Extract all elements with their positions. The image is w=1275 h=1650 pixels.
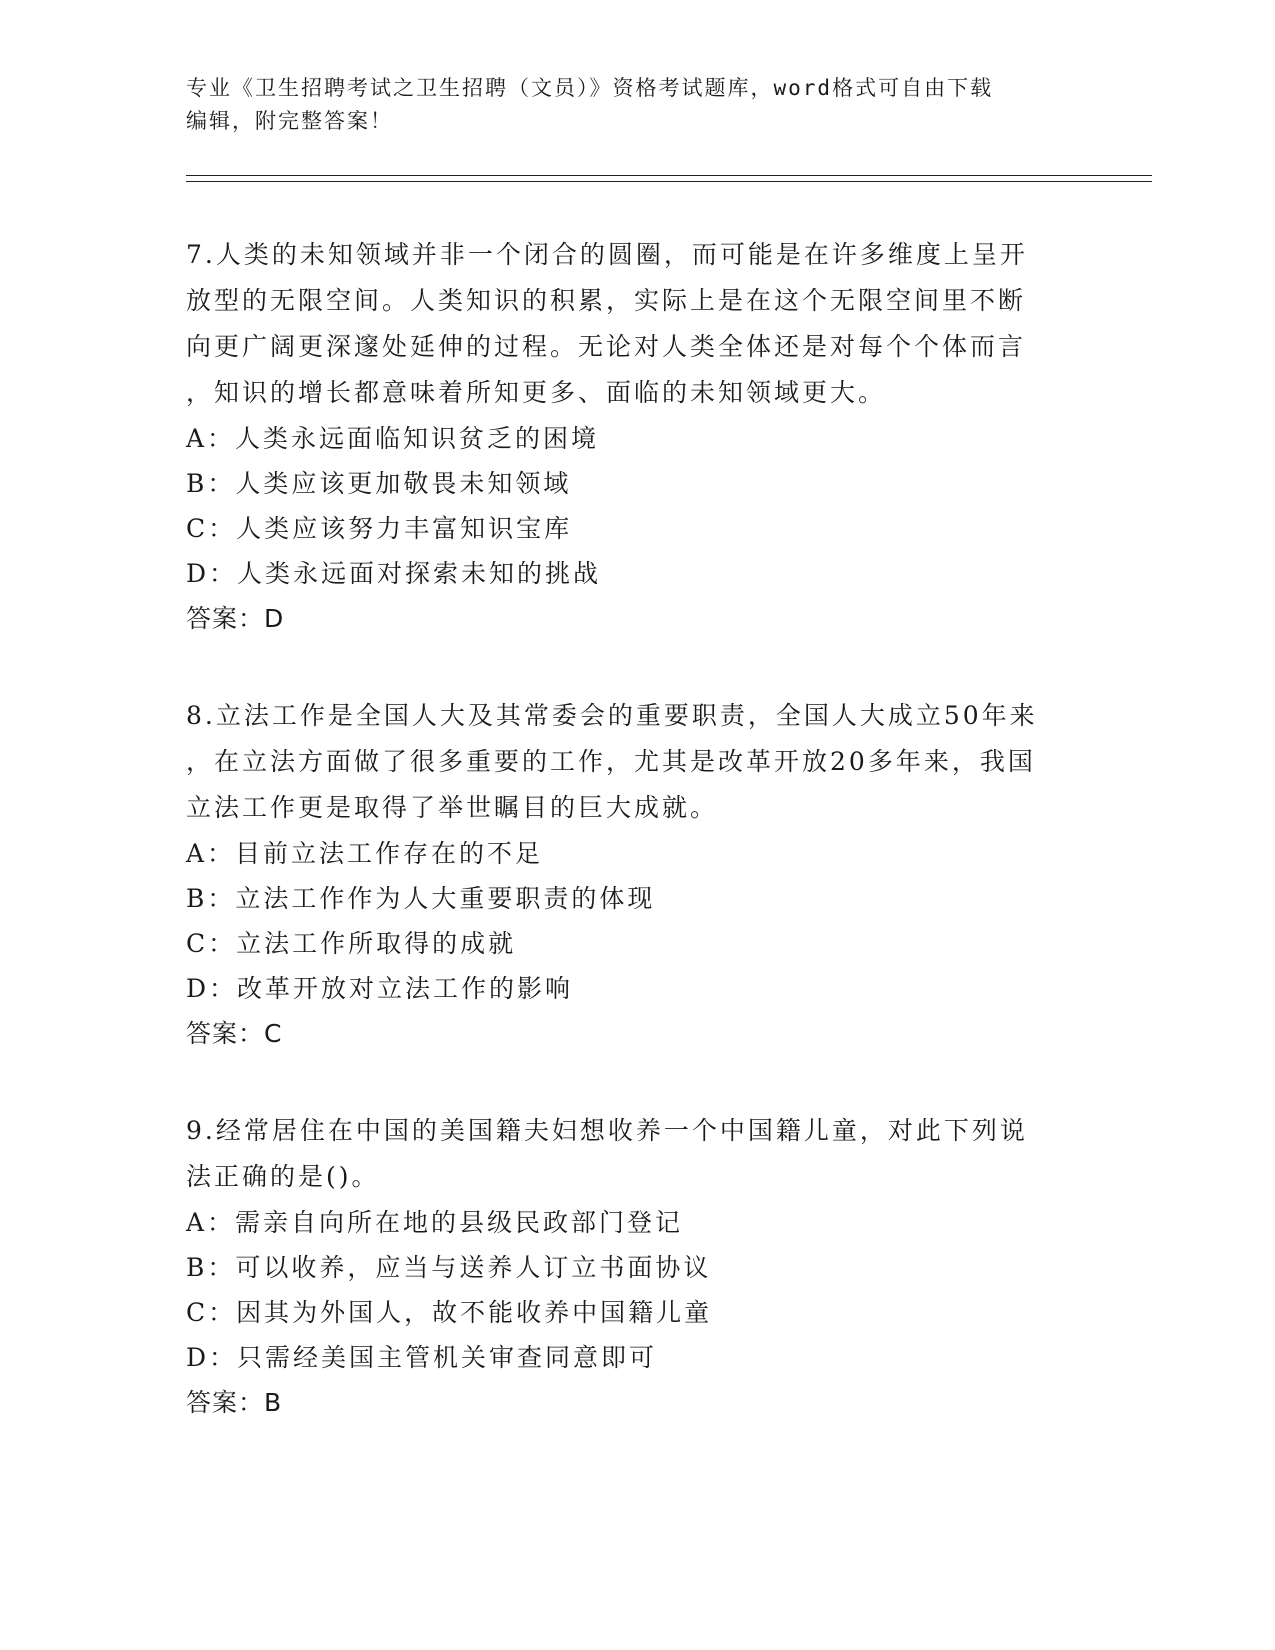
question-7: [186, 232, 1086, 642]
option-d: D：人类永远面对探索未知的挑战: [186, 559, 602, 588]
option-d: D：改革开放对立法工作的影响: [186, 974, 574, 1003]
header-divider-bottom: [186, 181, 1152, 182]
option-c: C：人类应该努力丰富知识宝库: [186, 514, 573, 543]
question-stem-line: 8.立法工作是全国人大及其常委会的重要职责，全国人大成立50年来: [186, 701, 1038, 730]
question-stem-line: 7.人类的未知领域并非一个闭合的圆圈，而可能是在许多维度上呈开: [186, 240, 1028, 269]
question-stem-line: 立法工作更是取得了举世瞩目的巨大成就。: [186, 793, 719, 822]
question-stem-line: 放型的无限空间。人类知识的积累，实际上是在这个无限空间里不断: [186, 286, 1027, 315]
question-stem-line: 9.经常居住在中国的美国籍夫妇想收养一个中国籍儿童，对此下列说: [186, 1116, 1028, 1145]
document-header: [186, 72, 1086, 138]
option-a: A：人类永远面临知识贫乏的困境: [186, 424, 600, 453]
answer-label: 答案：B: [186, 1388, 283, 1417]
question-9: [186, 1108, 1086, 1426]
option-b: B：人类应该更加敬畏未知领域: [186, 469, 572, 498]
option-c: C：立法工作所取得的成就: [186, 929, 517, 958]
option-a: A：目前立法工作存在的不足: [186, 839, 544, 868]
option-b: B：可以收养，应当与送养人订立书面协议: [186, 1253, 712, 1282]
question-stem-line: 法正确的是()。: [186, 1162, 380, 1191]
question-stem-line: 向更广阔更深邃处延伸的过程。无论对人类全体还是对每个个体而言: [186, 332, 1027, 361]
option-c: C：因其为外国人，故不能收养中国籍儿童: [186, 1298, 713, 1327]
question-stem-line: ，在立法方面做了很多重要的工作，尤其是改革开放20多年来，我国: [186, 747, 1036, 776]
header-divider-top: [186, 175, 1152, 176]
answer-label: 答案：D: [186, 604, 285, 633]
question-stem-line: ，知识的增长都意味着所知更多、面临的未知领域更大。: [186, 378, 887, 407]
option-d: D：只需经美国主管机关审查同意即可: [186, 1343, 658, 1372]
header-line-2: 编辑，附完整答案！: [186, 109, 393, 133]
option-b: B：立法工作作为人大重要职责的体现: [186, 884, 656, 913]
answer-label: 答案：C: [186, 1019, 283, 1048]
header-line-1: 专业《卫生招聘考试之卫生招聘（文员）》资格考试题库，word格式可自由下载: [186, 76, 994, 100]
question-8: [186, 693, 1086, 1057]
option-a: A：需亲自向所在地的县级民政部门登记: [186, 1208, 684, 1237]
